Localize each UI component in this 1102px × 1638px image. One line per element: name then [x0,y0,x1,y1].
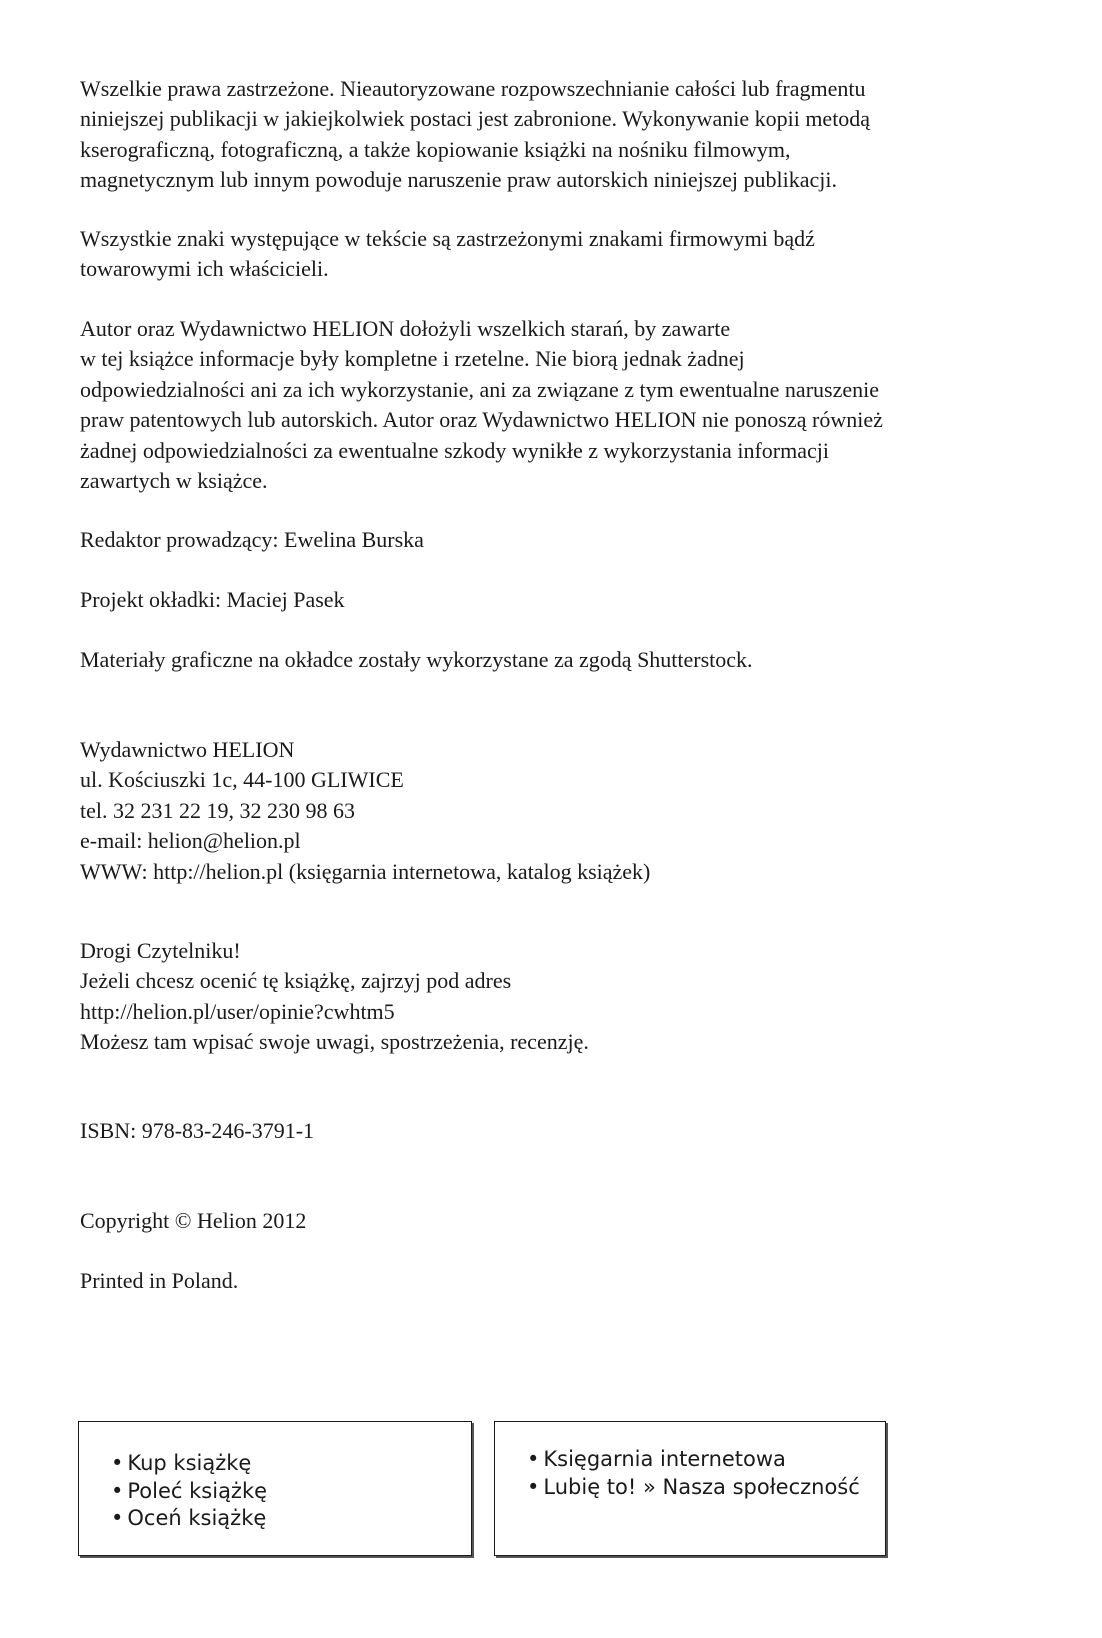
disclaimer-paragraph [80,314,1040,496]
reader-greeting: Drogi Czytelniku! [80,938,241,963]
disclaimer-line: zawartych w książce. [80,468,268,494]
reader-note [80,936,1040,1058]
rate-book-label: Oceń książkę [127,1506,267,1530]
disclaimer-line: w tej książce informacje były kompletne i rzetelne. Nie biorą jednak żadnej [80,346,745,372]
trademarks-line: Wszystkie znaki występujące w tekście są zastrzeżonymi znakami firmowymi bądź [80,226,815,251]
trademarks-line: towarowymi ich właścicieli. [80,256,329,282]
reader-url: http://helion.pl/user/opinie?cwhtm5 [80,998,395,1024]
community-label: Lubię to! » Nasza społeczność [543,1474,860,1499]
isbn-line: ISBN: 978-83-246-3791-1 [80,1118,315,1143]
cover-materials-line: Materiały graficzne na okładce zostały wykorzystane za zgodą Shutterstock. [80,647,753,672]
publisher-website: WWW: http://helion.pl (księgarnia internetowa, katalog książek) [80,858,651,884]
rights-paragraph [80,74,1040,196]
online-bookstore-anchor[interactable] [527,1447,786,1471]
store-links-box [494,1421,886,1556]
buy-book-label: Kup książkę [127,1451,252,1475]
publisher-street: ul. Kościuszki 1c, 44-100 GLIWICE [80,767,404,793]
rights-line: magnetycznym lub innym powoduje naruszenie praw autorskich niniejszej publikacji. [80,167,837,193]
book-actions-box [78,1421,472,1556]
cover-materials-credit [80,645,1040,675]
bullet: • [111,1451,124,1475]
community-anchor[interactable] [527,1475,860,1499]
copyright-line: Copyright © Helion 2012 [80,1208,307,1233]
bullet: • [111,1478,124,1503]
buy-book-anchor[interactable] [111,1451,251,1475]
publisher-email: e-mail: helion@helion.pl [80,828,301,854]
community-link[interactable] [527,1474,860,1502]
cover-design-credit [80,585,1040,615]
rights-line: Wszelkie prawa zastrzeżone. Nieautoryzowane rozpowszechnianie całości lub fragmentu [80,76,866,101]
disclaimer-line: Autor oraz Wydawnictwo HELION dołożyli wszelkich starań, by zawarte [80,316,731,341]
recommend-book-link[interactable] [111,1478,267,1506]
rights-line: niniejszej publikacji w jakiejkolwiek postaci jest zabronione. Wykonywanie kopii metodą [80,106,871,132]
disclaimer-line: żadnej odpowiedzialności za ewentualne szkody wynikłe z wykorzystania informacji [80,437,829,463]
buy-book-link[interactable] [111,1450,267,1478]
editor-line: Redaktor prowadzący: Ewelina Burska [80,527,424,552]
recommend-book-label: Poleć książkę [127,1478,268,1503]
disclaimer-line: odpowiedzialności ani za ich wykorzystanie, ani za związane z tym ewentualne naruszenie [80,376,879,402]
publisher-phone: tel. 32 231 22 19, 32 230 98 63 [80,797,355,823]
publisher-address [80,735,1040,887]
rate-book-anchor[interactable] [111,1506,266,1530]
trademarks-paragraph [80,224,1040,285]
rights-line: kserograficzną, fotograficzną, a także kopiowanie książki na nośniku filmowym, [80,136,791,162]
cover-design-line: Projekt okładki: Maciej Pasek [80,587,345,612]
bullet: • [527,1474,540,1499]
publisher-name: Wydawnictwo HELION [80,737,295,762]
recommend-book-anchor[interactable] [111,1479,267,1503]
store-links-list [527,1446,860,1501]
reader-line: Jeżeli chcesz ocenić tę książkę, zajrzyj pod adres [80,968,512,994]
isbn [80,1116,1040,1146]
bullet: • [527,1447,540,1471]
reader-line: Możesz tam wpisać swoje uwagi, spostrzeżenia, recenzję. [80,1029,589,1055]
bullet: • [111,1506,124,1530]
printed-in [80,1266,1040,1296]
copyright [80,1206,1040,1236]
editor-credit [80,525,1040,555]
disclaimer-line: praw patentowych lub autorskich. Autor oraz Wydawnictwo HELION nie ponoszą również [80,407,883,433]
printed-line: Printed in Poland. [80,1268,239,1293]
rate-book-link[interactable] [111,1505,267,1533]
online-bookstore-label: Księgarnia internetowa [543,1447,786,1471]
book-actions-list [111,1450,267,1533]
online-bookstore-link[interactable] [527,1446,860,1474]
